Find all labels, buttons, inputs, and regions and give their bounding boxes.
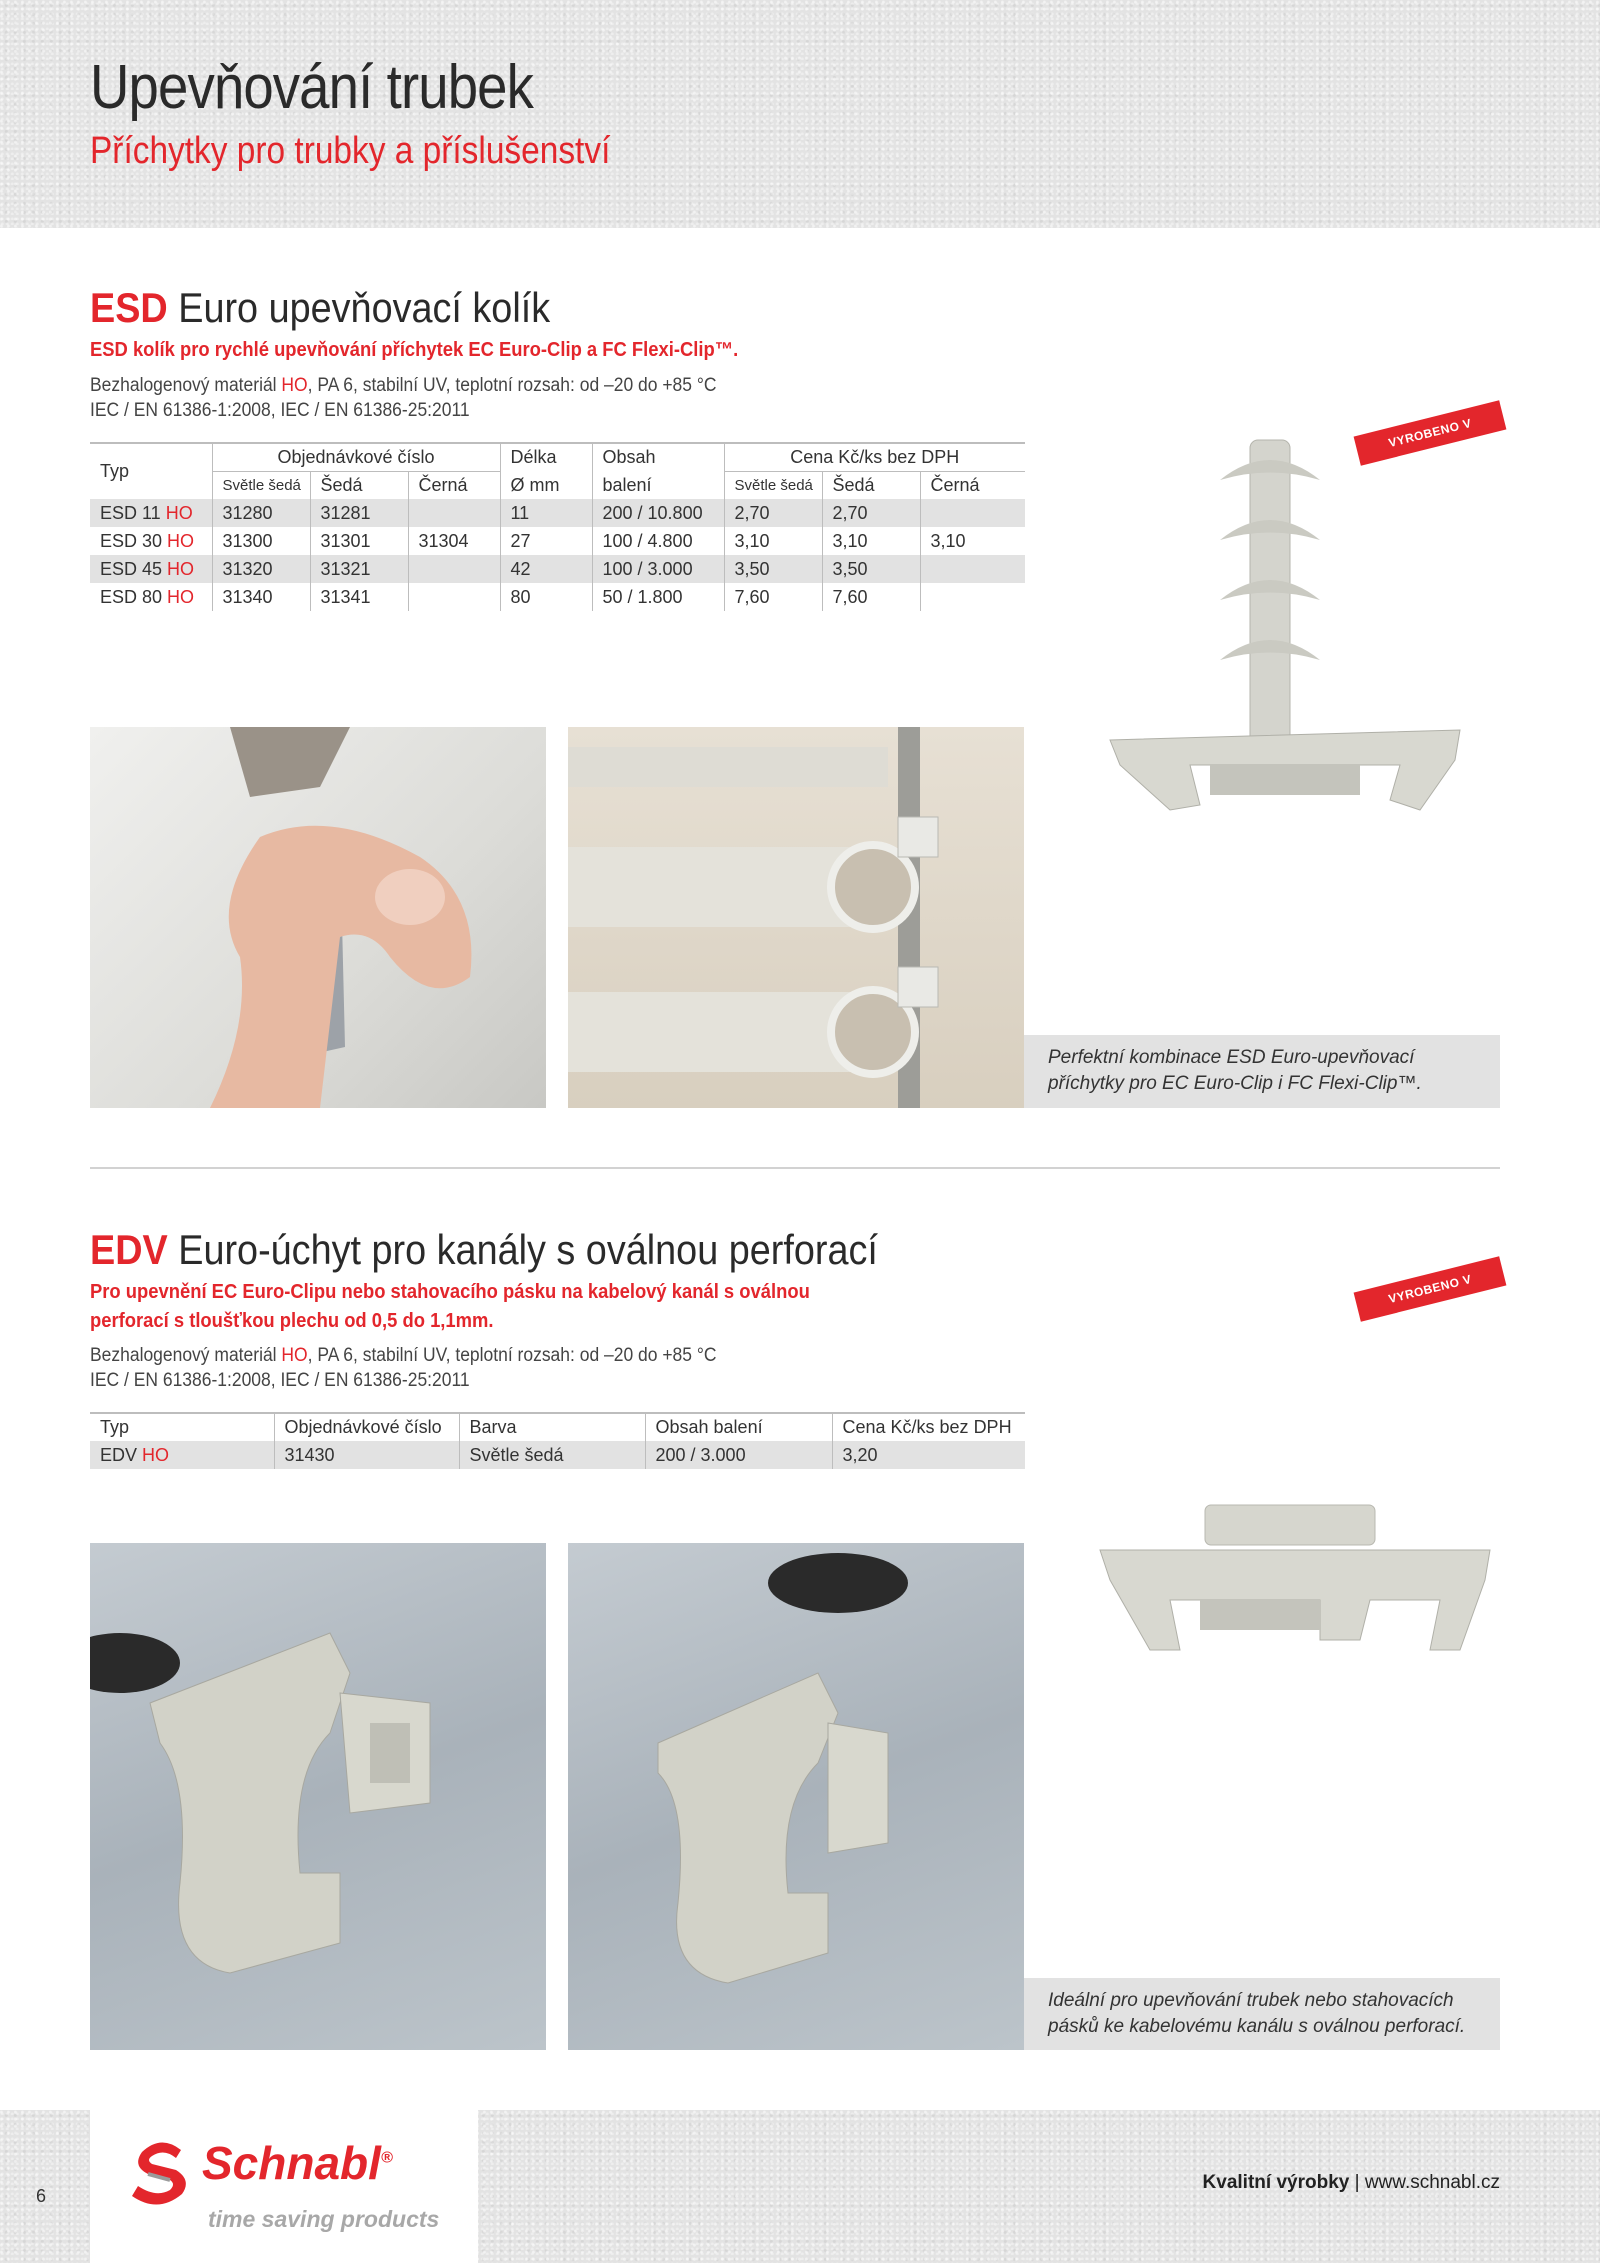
esd-header-length: Délka xyxy=(500,443,592,471)
esd-header-light: Světle šedá xyxy=(212,471,310,499)
edv-lead-line1: Pro upevnění EC Euro-Clipu nebo stahovacího pásku na kabelový kanál s oválnou xyxy=(90,1281,810,1303)
esd-lead: ESD kolík pro rychlé upevňování příchytek EC Euro-Clip a FC Flexi-Clip™. xyxy=(90,339,739,361)
esd-photo-pipes xyxy=(568,727,1024,1108)
esd-title-text: Euro upevňovací kolík xyxy=(167,284,551,331)
website-link[interactable]: www.schnabl.cz xyxy=(1364,2172,1500,2193)
esd-made-in-austria-badge: VYROBENO V RAKOUSKU xyxy=(1354,400,1507,465)
esd-header-price-light: Světle šedá xyxy=(724,471,822,499)
esd-table xyxy=(90,442,1025,611)
edv-photo-clip-open xyxy=(90,1543,546,2050)
brand-name: Schnabl® xyxy=(202,2137,393,2189)
esd-header-grey: Šedá xyxy=(310,471,408,499)
edv-material: Bezhalogenový materiál HO, PA 6, stabilní UV, teplotní rozsah: od –20 do +85 °C xyxy=(90,1345,717,1366)
esd-header-length-unit: Ø mm xyxy=(500,471,592,499)
esd-section-title xyxy=(90,284,550,332)
esd-header-price-grey: Šedá xyxy=(822,471,920,499)
esd-caption: Perfektní kombinace ESD Euro-upevňovací příchytky pro EC Euro-Clip i FC Flexi-Clip™. xyxy=(1024,1035,1500,1108)
table-row: EDV HO 31430 Světle šedá 200 / 3.000 3,20 xyxy=(90,1441,1025,1469)
edv-photo-clip-mounted xyxy=(568,1543,1024,2050)
edv-made-in-austria-badge: VYROBENO V RAKOUSKU xyxy=(1354,1256,1507,1321)
page-subtitle: Příchytky pro trubky a příslušenství xyxy=(90,130,611,172)
edv-header-pack: Obsah balení xyxy=(645,1413,832,1441)
esd-code: ESD xyxy=(90,284,168,331)
esd-photo-hand xyxy=(90,727,546,1108)
edv-product-image xyxy=(1090,1490,1500,1670)
edv-lead-line2: perforací s tloušťkou plechu od 0,5 do 1,1mm. xyxy=(90,1310,494,1332)
esd-header-type: Typ xyxy=(90,443,212,499)
edv-section-title xyxy=(90,1226,878,1274)
esd-header-order: Objednávkové číslo xyxy=(212,443,500,471)
edv-table xyxy=(90,1412,1025,1469)
esd-material: Bezhalogenový materiál HO, PA 6, stabilní UV, teplotní rozsah: od –20 do +85 °C xyxy=(90,375,717,396)
edv-header-price: Cena Kč/ks bez DPH xyxy=(832,1413,1025,1441)
table-row: ESD 45 HO 31320 31321 42 100 / 3.000 3,50 3,50 xyxy=(90,555,1025,583)
section-divider xyxy=(90,1167,1500,1169)
table-row: ESD 80 HO 31340 31341 80 50 / 1.800 7,60 7,60 xyxy=(90,583,1025,611)
schnabl-s-icon xyxy=(126,2138,196,2208)
edv-title-text: Euro-úchyt pro kanály s oválnou perforací xyxy=(167,1226,878,1273)
edv-header-color: Barva xyxy=(459,1413,645,1441)
esd-header-pack2: balení xyxy=(592,471,724,499)
table-row: ESD 11 HO 31280 31281 11 200 / 10.800 2,70 2,70 xyxy=(90,499,1025,527)
esd-header-price-black: Černá xyxy=(920,471,1025,499)
esd-product-image xyxy=(1100,420,1500,840)
edv-header-type: Typ xyxy=(90,1413,274,1441)
esd-header-pack: Obsah xyxy=(592,443,724,471)
brand-tagline: time saving products xyxy=(208,2206,440,2232)
page-header xyxy=(0,0,1600,228)
edv-header-order: Objednávkové číslo xyxy=(274,1413,459,1441)
esd-standards: IEC / EN 61386-1:2008, IEC / EN 61386-25:2011 xyxy=(90,400,470,421)
table-row: ESD 30 HO 31300 31301 31304 27 100 / 4.800 3,10 3,10 3,10 xyxy=(90,527,1025,555)
edv-code: EDV xyxy=(90,1226,168,1273)
esd-header-black: Černá xyxy=(408,471,500,499)
edv-standards: IEC / EN 61386-1:2008, IEC / EN 61386-25:2011 xyxy=(90,1370,470,1391)
page-title: Upevňování trubek xyxy=(90,53,534,122)
page-number: 6 xyxy=(36,2186,47,2206)
footer-text: Kvalitní výrobky | www.schnabl.cz xyxy=(1202,2172,1500,2193)
edv-caption: Ideální pro upevňování trubek nebo stahovacích pásků ke kabelovému kanálu s oválnou perforací. xyxy=(1024,1978,1500,2050)
esd-header-price: Cena Kč/ks bez DPH xyxy=(724,443,1025,471)
